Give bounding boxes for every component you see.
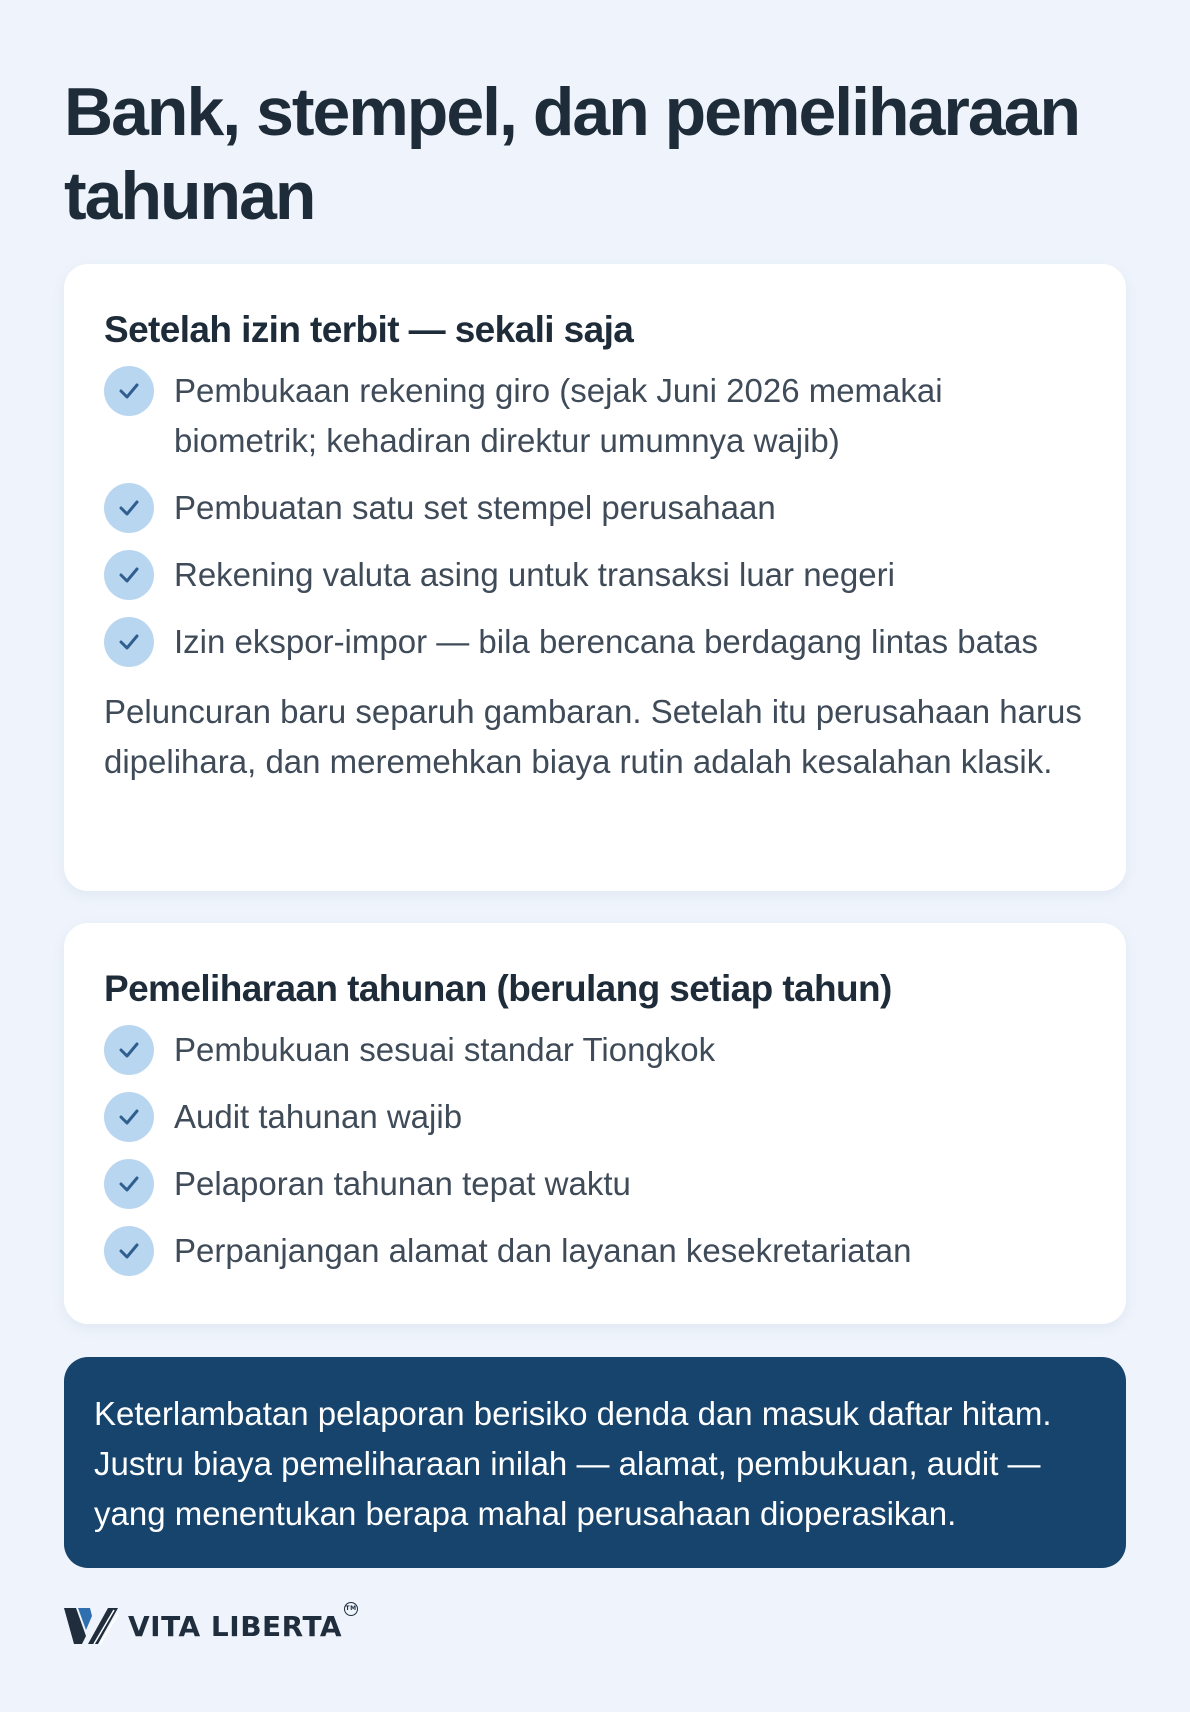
list-item xyxy=(104,1159,1086,1209)
card-annual-maintenance xyxy=(64,923,1126,1324)
list-item xyxy=(104,550,1086,600)
warning-callout xyxy=(64,1357,1126,1568)
callout-text: Keterlambatan pelaporan berisiko denda dan masuk daftar hitam. Justru biaya pemeliharaan inilah — alamat, pembukuan, audit — yang menentukan berapa mahal perusahaan dioperasikan. xyxy=(94,1395,1052,1532)
list-item-text: Pembuatan satu set stempel perusahaan xyxy=(174,489,776,526)
list-item xyxy=(104,617,1086,667)
list-item-text: Rekening valuta asing untuk transaksi luar negeri xyxy=(174,556,895,593)
check-icon xyxy=(104,366,154,416)
list-item xyxy=(104,1226,1086,1276)
card-one-time-steps xyxy=(64,264,1126,891)
list-item xyxy=(104,1092,1086,1142)
check-icon xyxy=(104,550,154,600)
logo-wordmark: VITA LIBERTA xyxy=(128,1609,343,1643)
list-item-text: Perpanjangan alamat dan layanan kesekretariatan xyxy=(174,1232,912,1269)
list-item-text: Pelaporan tahunan tepat waktu xyxy=(174,1165,631,1202)
checklist-once xyxy=(104,366,1086,667)
check-icon xyxy=(104,1092,154,1142)
check-icon xyxy=(104,483,154,533)
page xyxy=(64,0,1126,1643)
check-icon xyxy=(104,617,154,667)
check-icon xyxy=(104,1159,154,1209)
section-heading-annual: Pemeliharaan tahunan (berulang setiap tahun) xyxy=(104,968,892,1009)
trademark-badge: TM xyxy=(344,1602,358,1616)
check-icon xyxy=(104,1025,154,1075)
list-item-text: Audit tahunan wajib xyxy=(174,1098,463,1135)
list-item xyxy=(104,366,1086,466)
section-heading-once: Setelah izin terbit — sekali saja xyxy=(104,309,634,350)
list-item xyxy=(104,1025,1086,1075)
brand-logo xyxy=(64,1604,357,1648)
list-item xyxy=(104,483,1086,533)
list-item-text: Pembukuan sesuai standar Tiongkok xyxy=(174,1031,716,1068)
check-icon xyxy=(104,1226,154,1276)
logo-mark-icon xyxy=(64,1606,118,1646)
list-item-text: Pembukaan rekening giro (sejak Juni 2026 memakai biometrik; kehadiran direktur umumnya wajib) xyxy=(174,372,943,459)
list-item-text: Izin ekspor-impor — bila berencana berdagang lintas batas xyxy=(174,623,1038,660)
checklist-annual xyxy=(104,1025,1086,1276)
page-title: Bank, stempel, dan pemeliharaan tahunan xyxy=(64,74,1080,234)
logo-text xyxy=(128,1604,357,1643)
section-note: Peluncuran baru separuh gambaran. Setelah itu perusahaan harus dipelihara, dan meremehkan biaya rutin adalah kesalahan klasik. xyxy=(104,693,1082,780)
